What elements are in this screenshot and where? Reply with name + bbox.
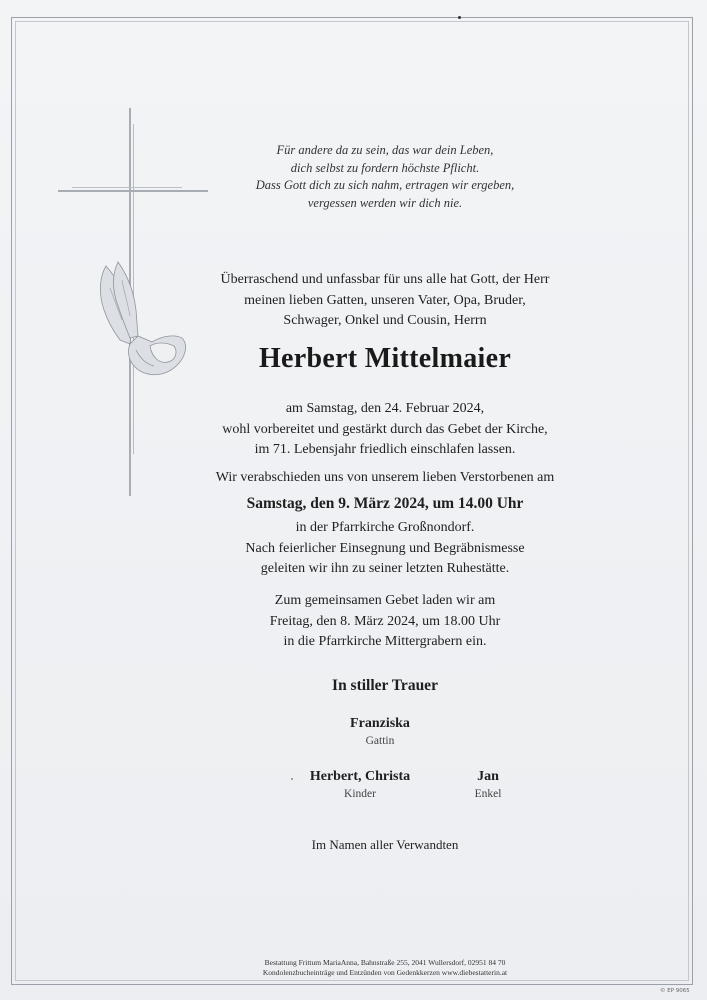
- mourner-name: Jan: [477, 769, 499, 784]
- death-notice: [150, 399, 620, 461]
- dot-mark: [458, 16, 461, 19]
- mourner-name: Franziska: [350, 716, 410, 731]
- mourner: [290, 768, 430, 802]
- mourner: [310, 715, 450, 749]
- mourner-relation: Kinder: [344, 788, 376, 800]
- prayer-line: Zum gemeinsamen Gebet laden wir am: [274, 593, 496, 608]
- poem-line: vergessen werden wir dich nie.: [307, 195, 463, 210]
- intro-line: Schwager, Onkel und Cousin, Herrn: [283, 313, 487, 328]
- deceased-name: Herbert Mittelmaier: [258, 343, 512, 374]
- poem: [200, 142, 570, 212]
- relatives-line: Im Namen aller Verwandten: [311, 837, 459, 852]
- church-line: Nach feierlicher Einsegnung und Begräbnismesse: [245, 540, 525, 556]
- prayer-line: in die Pfarrkirche Mittergrabern ein.: [283, 634, 487, 649]
- intro-line: meinen lieben Gatten, unseren Vater, Opa, Bruder,: [244, 292, 526, 308]
- cross-horizontal-line: [58, 190, 208, 192]
- mourner-relation: Enkel: [474, 788, 502, 800]
- cross-horizontal-line-2: [72, 187, 182, 188]
- death-line: am Samstag, den 24. Februar 2024,: [285, 401, 485, 416]
- death-line: wohl vorbereitet und gestärkt durch das Gebet der Kirche,: [222, 421, 548, 437]
- mourner-name: Herbert, Christa: [309, 769, 411, 784]
- document-code: © EP 9065: [660, 988, 690, 994]
- death-line: im 71. Lebensjahr friedlich einschlafen lassen.: [254, 442, 516, 457]
- church-line: geleiten wir ihn zu seiner letzten Ruhestätte.: [260, 561, 510, 576]
- prayer-line: Freitag, den 8. März 2024, um 18.00 Uhr: [269, 613, 501, 629]
- footer-line: Bestattung Frittum MariaAnna, Bahnstraße 255, 2041 Wullersdorf, 02951 84 70: [264, 958, 506, 967]
- mourning-heading: In stiller Trauer: [332, 677, 438, 694]
- church-line: in der Pfarrkirche Großnondorf.: [295, 520, 475, 535]
- poem-line: dich selbst zu fordern höchste Pflicht.: [290, 160, 480, 175]
- intro-line: Überraschend und unfassbar für uns alle hat Gott, der Herr: [220, 272, 550, 287]
- footer: [150, 958, 620, 978]
- farewell-intro: Wir verabschieden uns von unserem lieben Verstorbenen am: [215, 470, 555, 485]
- intro-text: [150, 270, 620, 332]
- funeral-date: Samstag, den 9. März 2024, um 14.00 Uhr: [246, 495, 524, 512]
- church-details: [150, 518, 620, 580]
- mourner-relation: Gattin: [365, 735, 395, 747]
- poem-line: Für andere da zu sein, das war dein Leben,: [276, 143, 494, 157]
- prayer-invitation: [150, 591, 620, 653]
- mourner: [438, 768, 538, 802]
- footer-line: Kondolenzbucheinträge und Entzünden von Gedenkkerzen www.diebestatterin.at: [262, 968, 508, 977]
- poem-line: Dass Gott dich zu sich nahm, ertragen wir ergeben,: [255, 178, 515, 192]
